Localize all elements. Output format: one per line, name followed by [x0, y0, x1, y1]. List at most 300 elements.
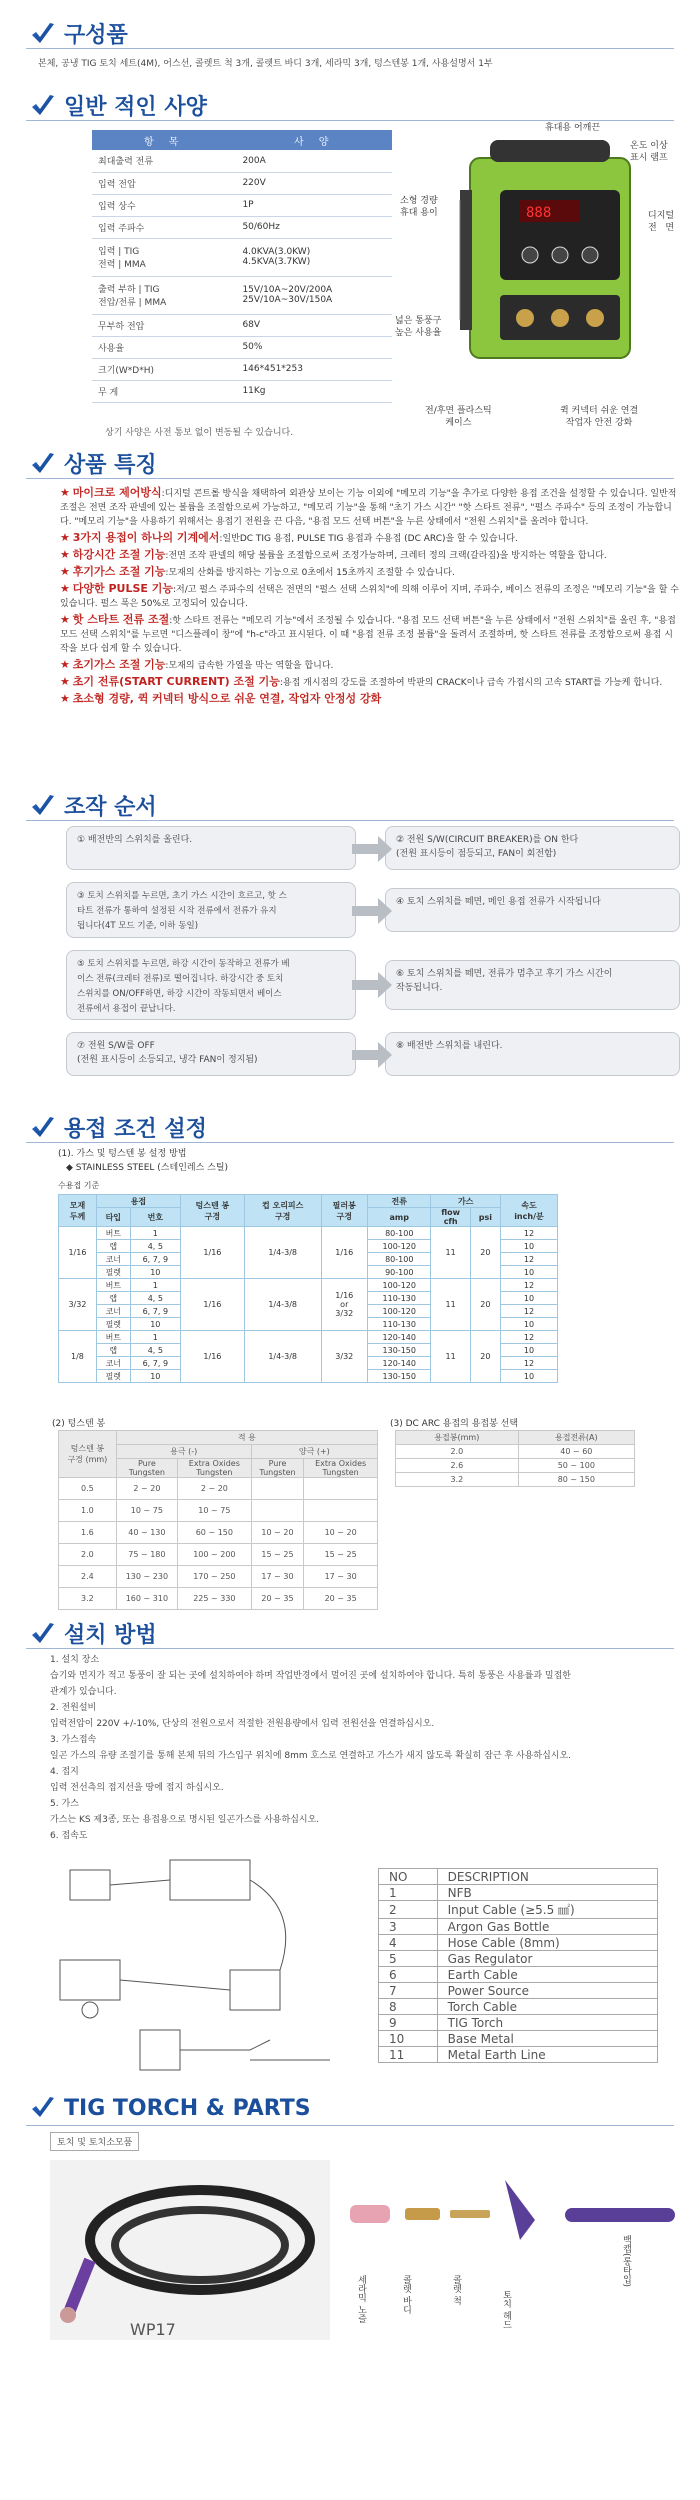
spec-row [92, 238, 392, 276]
section-title: 일반 적인 사양 [64, 95, 207, 120]
table-row [379, 1999, 658, 2015]
spec-row [92, 150, 392, 172]
feature-label: 마이크로 제어방식 [72, 486, 162, 499]
table-row [379, 1901, 658, 1919]
table-row [59, 1566, 378, 1588]
table-row [379, 2047, 658, 2063]
weld-subtitle: (1). 가스 및 텅스텐 봉 설정 방법 [58, 1149, 187, 1159]
table-header-row [379, 1869, 658, 1885]
feature-item [60, 658, 680, 673]
table-cell: 2 ~ 20 [116, 1478, 177, 1500]
spec-value [236, 276, 392, 314]
spec-key: 입력 주파수 [92, 216, 236, 238]
spec-value-line: 15V/10A~20V/200A [242, 285, 333, 295]
divider [26, 2125, 674, 2126]
check-icon [30, 1621, 56, 1647]
install-line: 2. 전원설비 [50, 1703, 97, 1713]
star-icon: ★ [60, 692, 70, 705]
table-row [379, 1919, 658, 1935]
feature-text: :저/고 펄스 주파수의 선택은 전면의 "펄스 선택 스위치"에 의해 이루어 지며, 주파수, 베이스 전류의 조정은 "메모리 기능"을 할 수 있습니다. 펄스 폭은 50%로 고정되어 있습니다. [60, 585, 679, 609]
table-cell: 20 ~ 35 [304, 1588, 378, 1610]
table-header: 텅스텐 봉 구경 (mm) [59, 1431, 117, 1478]
star-icon: ★ [60, 548, 70, 561]
table-cell: 3/32 [59, 1279, 97, 1331]
table-cell: 1/8 [59, 1331, 97, 1383]
table-cell [251, 1478, 304, 1500]
table-cell: 4, 5 [130, 1344, 180, 1357]
table-header: DESCRIPTION [437, 1869, 657, 1885]
table-cell: 랩 [96, 1344, 130, 1357]
step-6: ⑥ 토치 스위치를 떼면, 전류가 멈추고 후기 가스 시간이 작동됩니다. [385, 960, 680, 1010]
table-cell: 80 ~ 150 [518, 1473, 634, 1487]
table-row [379, 1967, 658, 1983]
table-cell: 11 [431, 1279, 470, 1331]
table-cell: 10 [130, 1318, 180, 1331]
spec-value: 220V [236, 172, 392, 194]
section-title: 설치 방법 [64, 1623, 157, 1648]
install-line: 6. 접속도 [50, 1831, 88, 1841]
table-cell: 100-120 [368, 1305, 431, 1318]
table-header: 용접전류(A) [518, 1431, 634, 1445]
feature-label: 하강시간 조절 기능 [72, 548, 166, 561]
check-icon [30, 451, 56, 477]
table-cell: 12 [500, 1253, 557, 1266]
spec-row [92, 276, 392, 314]
table-cell: 2.0 [59, 1544, 117, 1566]
divider [26, 478, 674, 479]
table-row [59, 1279, 558, 1292]
table-cell: 4, 5 [130, 1292, 180, 1305]
table-row [379, 2015, 658, 2031]
spec-value: 11Kg [236, 380, 392, 402]
spec-row [92, 194, 392, 216]
table-cell: 1 [130, 1227, 180, 1240]
table-header: 전류 [368, 1195, 431, 1208]
spec-row [92, 358, 392, 380]
table-cell: 6 [379, 1967, 438, 1983]
weld-material-text: STAINLESS STEEL (스테인레스 스틸) [75, 1163, 229, 1173]
table-cell: 1/16 [180, 1227, 244, 1279]
weld-basis: 수용접 기준 [58, 1181, 100, 1190]
table-cell: 11 [379, 2047, 438, 2063]
table-cell: 17 ~ 30 [251, 1566, 304, 1588]
install-line: 4. 접지 [50, 1767, 79, 1777]
section-title: 상품 특징 [64, 453, 157, 478]
table-cell: 버트 [96, 1331, 130, 1344]
table-cell: 130-150 [368, 1344, 431, 1357]
section-composition-header [30, 18, 128, 49]
step-4: ④ 토치 스위치를 떼면, 메인 용접 전류가 시작됩니다 [385, 888, 680, 932]
spec-key: 크기(W*D*H) [92, 358, 236, 380]
arc-table [395, 1430, 635, 1487]
arrow-right-icon [352, 1042, 392, 1068]
table-row [379, 2031, 658, 2047]
table-cell: 6, 7, 9 [130, 1305, 180, 1318]
section-install-header [30, 1618, 157, 1649]
part-label: 콜렛 척 [451, 2275, 461, 2305]
table-cell: 랩 [96, 1240, 130, 1253]
feature-label: 후기가스 조절 기능 [72, 565, 166, 578]
check-icon [30, 1115, 56, 1141]
table-cell: 10 [500, 1240, 557, 1253]
section-specs-header [30, 90, 207, 121]
table-header: 번호 [130, 1208, 180, 1227]
table-cell: Hose Cable (8mm) [437, 1935, 657, 1951]
check-icon [30, 2095, 56, 2121]
features-list [60, 486, 680, 707]
check-icon [30, 793, 56, 819]
table-cell: Metal Earth Line [437, 2047, 657, 2063]
step-1: ① 배전반의 스위치를 올린다. [66, 826, 356, 870]
arc-title: (3) DC ARC 용접의 용접봉 선택 [390, 1419, 519, 1429]
step-2: ② 전원 S/W(CIRCUIT BREAKER)를 ON 한다 (전원 표시등이 점등되고, FAN이 회전함) [385, 826, 680, 870]
step-8: ⑧ 배전반 스위치를 내린다. [385, 1032, 680, 1076]
tungsten-title: (2) 텅스텐 봉 [52, 1419, 106, 1429]
table-cell: Argon Gas Bottle [437, 1919, 657, 1935]
table-header: 컵 오리피스 구경 [244, 1195, 321, 1227]
table-cell: 9 [379, 2015, 438, 2031]
star-icon: ★ [60, 486, 70, 499]
table-row [379, 1983, 658, 1999]
table-cell: 1/16 [321, 1227, 368, 1279]
spec-value-line: 4.0KVA(3.0KW) [242, 247, 311, 257]
callout-vent: 넓은 통풍구 높은 사용율 [395, 316, 442, 338]
feature-text: :일반DC TIG 용접, PULSE TIG 용접과 수용접 (DC ARC)을 할 수 있습니다. [219, 534, 518, 544]
table-row [379, 1951, 658, 1967]
install-line: 가스는 KS 제3종, 또는 용접용으로 명시된 일곤가스를 사용하십시오. [50, 1815, 320, 1825]
divider [26, 1648, 674, 1649]
table-cell: 4, 5 [130, 1240, 180, 1253]
table-cell: 버트 [96, 1279, 130, 1292]
spec-key-line: 입력 | TIG [98, 247, 140, 257]
section-features-header [30, 448, 157, 479]
table-cell: 20 [470, 1279, 500, 1331]
install-line: 관계가 있습니다. [50, 1687, 117, 1697]
table-row [59, 1544, 378, 1566]
table-cell: 11 [431, 1227, 470, 1279]
table-cell: 12 [500, 1357, 557, 1370]
weld-condition-table [58, 1194, 558, 1383]
connection-diagram [50, 1850, 360, 2080]
spec-key: 입력 전압 [92, 172, 236, 194]
step-7: ⑦ 전원 S/W를 OFF (전원 표시등이 소등되고, 냉각 FAN이 정지됨) [66, 1032, 356, 1076]
callout-case: 전/후면 플라스틱 케이스 [425, 406, 492, 428]
table-row [396, 1459, 635, 1473]
table-cell: 170 ~ 250 [178, 1566, 252, 1588]
spec-key: 무 게 [92, 380, 236, 402]
table-cell: TIG Torch [437, 2015, 657, 2031]
table-cell: 120-140 [368, 1331, 431, 1344]
table-cell: 11 [431, 1331, 470, 1383]
feature-text: :모재의 급속한 가열을 막는 역할을 합니다. [165, 661, 334, 671]
table-cell: 7 [379, 1983, 438, 1999]
part-label: 세라믹 노즐 [356, 2275, 366, 2323]
table-header: 속도 inch/분 [500, 1195, 557, 1227]
table-cell: 1.0 [59, 1500, 117, 1522]
table-cell: 1 [379, 1885, 438, 1901]
table-cell: 40 ~ 60 [518, 1445, 634, 1459]
install-line: 3. 가스접속 [50, 1735, 97, 1745]
part-label: 백캡(롱타입) [621, 2235, 631, 2288]
feature-item [60, 565, 680, 580]
feature-text: :전면 조작 판넬의 해당 볼륨을 조절함으로써 조정가능하며, 크레터 정의 크랙(갈라짐)을 방지하는 역할을 합니다. [165, 551, 607, 561]
parts-table [378, 1868, 658, 2063]
feature-text: :용접 개시점의 강도를 조절하여 박판의 CRACK이나 급속 가접시의 고속 START를 가능케 합니다. [279, 678, 663, 688]
callout-temp: 온도 이상 표시 램프 [630, 141, 668, 163]
table-cell: 20 [470, 1331, 500, 1383]
table-cell: 10 [500, 1318, 557, 1331]
table-cell: Earth Cable [437, 1967, 657, 1983]
spec-key: 무부하 전압 [92, 314, 236, 336]
spec-key-line: 전력 | MMA [98, 260, 146, 270]
spec-value: 1P [236, 194, 392, 216]
spec-table [92, 130, 392, 403]
table-cell: 10 ~ 20 [304, 1522, 378, 1544]
table-cell: 3 [379, 1919, 438, 1935]
spec-row [92, 314, 392, 336]
section-title: 구성품 [64, 23, 128, 48]
install-line: 입력전압이 220V +/-10%, 단상의 전원으로서 적절한 전원용량에서 입력 전원선을 연결하십시오. [50, 1719, 435, 1729]
table-cell: 10 [379, 2031, 438, 2047]
step-3: ③ 토치 스위치를 누르면, 초기 가스 시간이 흐르고, 핫 스 타트 전류가 통하여 설정된 시작 전류에서 전류가 유지 됩니다(4T 모드 기준, 이하 동일) [66, 882, 356, 938]
table-cell: 코너 [96, 1357, 130, 1370]
table-cell: 40 ~ 130 [116, 1522, 177, 1544]
table-row [59, 1588, 378, 1610]
table-cell: 12 [500, 1331, 557, 1344]
table-cell: 1/16 [59, 1227, 97, 1279]
table-cell [304, 1478, 378, 1500]
table-row [396, 1445, 635, 1459]
table-cell: Gas Regulator [437, 1951, 657, 1967]
callout-display: 디지털 전 면 [648, 211, 675, 233]
composition-text: 본체, 공냉 TIG 토치 세트(4M), 어스선, 콜렛트 척 3개, 콜렛트 바디 3개, 세라믹 3개, 텅스텐봉 1개, 사용설명서 1부 [38, 59, 493, 69]
star-icon: ★ [60, 531, 70, 544]
table-cell: Torch Cable [437, 1999, 657, 2015]
table-cell: 10 ~ 75 [116, 1500, 177, 1522]
table-cell: 10 [130, 1266, 180, 1279]
step-5: ⑤ 토치 스위치를 누르면, 하강 시간이 동작하고 전류가 베 이스 전류(크레터 전류)로 떨어집니다. 하강시간 중 토치 스위치를 ON/OFF하면, 하강 시간이 작동되면서 베이스 전류에서 용접이 끝납니다. [66, 950, 356, 1020]
table-cell: 120-140 [368, 1357, 431, 1370]
feature-item [60, 613, 680, 656]
star-icon: ★ [60, 582, 70, 595]
table-header: Extra Oxides Tungsten [304, 1459, 378, 1478]
feature-text: :핫 스타트 전류는 "메모리 기능"에서 조정될 수 있습니다. "용접 모드 선택 버튼"을 누른 상태에서 "전원 스위치"를 올린 후, "용접 모드 선택 스위치"를 누르면 "디스플레이 창"에 "h-c"라고 표시된다. 이 때 "용접 전류 조정 볼륨"을 돌려서 조절하며, 핫 스타트 전류를 조정함으로써 용접 시작을 보다 쉽게 할 수 있습니다. [60, 616, 676, 654]
spec-key-line: 전압/전류 | MMA [98, 298, 167, 308]
table-cell: 1/4-3/8 [244, 1331, 321, 1383]
table-cell: NFB [437, 1885, 657, 1901]
table-cell: 15 ~ 25 [304, 1544, 378, 1566]
table-cell: 10 [500, 1344, 557, 1357]
callout-compact: 소형 경량 휴대 용이 [400, 196, 438, 218]
arrow-right-icon [352, 836, 392, 862]
table-cell: 1/16 or 3/32 [321, 1279, 368, 1331]
divider [26, 820, 674, 821]
table-cell: 10 [130, 1370, 180, 1383]
table-row [59, 1500, 378, 1522]
callout-connector: 퀵 커넥터 쉬운 연결 작업자 안전 강화 [560, 406, 639, 428]
table-cell: 10 [500, 1370, 557, 1383]
section-title: TIG TORCH & PARTS [64, 2095, 311, 2121]
table-cell: 2.4 [59, 1566, 117, 1588]
table-header-row [59, 1195, 558, 1208]
table-cell: 코너 [96, 1305, 130, 1318]
spec-value: 50/60Hz [236, 216, 392, 238]
table-cell: 8 [379, 1999, 438, 2015]
feature-label: 초기 전류(START CURRENT) 조절 기능 [72, 675, 280, 688]
star-icon: ★ [60, 613, 70, 626]
tungsten-table [58, 1430, 378, 1610]
table-cell: 1 [130, 1279, 180, 1292]
spec-row [92, 216, 392, 238]
spec-value-line: 4.5KVA(3.7KW) [242, 257, 311, 267]
table-header: flow cfh [431, 1208, 470, 1227]
callout-handle: 휴대용 어깨끈 [545, 123, 601, 133]
install-line: 1. 설치 장소 [50, 1655, 100, 1665]
table-cell: 3.2 [396, 1473, 519, 1487]
table-cell: 4 [379, 1935, 438, 1951]
section-operation-header [30, 790, 157, 821]
spec-key [92, 238, 236, 276]
feature-item [60, 675, 680, 690]
spec-value: 200A [236, 150, 392, 172]
table-cell [304, 1500, 378, 1522]
divider [26, 1142, 674, 1143]
spec-header-item: 항 목 [92, 130, 236, 150]
table-cell: 랩 [96, 1292, 130, 1305]
table-cell: 130-150 [368, 1370, 431, 1383]
table-cell: 0.5 [59, 1478, 117, 1500]
feature-label: 3가지 용접이 하나의 기계에서 [72, 531, 220, 544]
feature-item [60, 531, 680, 546]
table-cell: 5 [379, 1951, 438, 1967]
spec-note: 상기 사양은 사전 통보 없이 변동될 수 있습니다. [105, 428, 294, 438]
table-cell: 3.2 [59, 1588, 117, 1610]
feature-label: 다양한 PULSE 기능 [72, 582, 173, 595]
table-cell: 1 [130, 1331, 180, 1344]
feature-text: :디지털 콘트롤 방식을 채택하여 외관상 보이는 기능 이외에 "메모리 기능"을 추가로 다양한 용접 조건을 설정할 수 있습니다. 일반적 조절은 전면 조작 판넬에 있는 볼륨을 조절함으로써 가능하고, "메모리 기능"을 통해 "초기 가스 시간" "핫 스타트 전류", "펄스 주파수" 등의 조정이 가능합니다. "메모리 기능"을 사용하기 위해서는 용접기 전원을 끈 다음, "용접 모드 선택 버튼"을 누른 상태에서 "전원 스위치"를 올려야 합니다. [60, 489, 677, 527]
table-cell: 12 [500, 1279, 557, 1292]
table-cell: 1/16 [180, 1331, 244, 1383]
table-cell: 110-130 [368, 1318, 431, 1331]
table-cell: 80-100 [368, 1253, 431, 1266]
table-header: Pure Tungsten [116, 1459, 177, 1478]
table-row [59, 1331, 558, 1344]
table-cell: 1/4-3/8 [244, 1227, 321, 1279]
table-cell: 100-120 [368, 1240, 431, 1253]
table-cell: 2 [379, 1901, 438, 1919]
table-cell: 10 [500, 1292, 557, 1305]
table-cell: 20 ~ 35 [251, 1588, 304, 1610]
table-cell: 필렛 [96, 1318, 130, 1331]
table-cell: 2.0 [396, 1445, 519, 1459]
section-torch-header [30, 2095, 311, 2121]
table-cell: 130 ~ 230 [116, 1566, 177, 1588]
table-header: 가스 [431, 1195, 500, 1208]
table-cell: Input Cable (≥5.5 ㎟) [437, 1901, 657, 1919]
table-header-row [59, 1431, 378, 1445]
table-cell: 6, 7, 9 [130, 1357, 180, 1370]
table-row [59, 1227, 558, 1240]
spec-row [92, 380, 392, 402]
table-header: 필러봉 구경 [321, 1195, 368, 1227]
divider [26, 48, 674, 49]
table-cell: 225 ~ 330 [178, 1588, 252, 1610]
spec-key: 최대출력 전류 [92, 150, 236, 172]
torch-model: WP17 [130, 2320, 176, 2339]
spec-row [92, 172, 392, 194]
spec-value: 68V [236, 314, 392, 336]
table-cell: 필렛 [96, 1266, 130, 1279]
welder-product-image [440, 130, 690, 400]
table-cell: 60 ~ 150 [178, 1522, 252, 1544]
table-header: 용극 (-) [116, 1445, 251, 1459]
table-header: amp [368, 1208, 431, 1227]
part-label: 토치 헤드 [501, 2290, 511, 2329]
table-cell: 3/32 [321, 1331, 368, 1383]
table-header: NO [379, 1869, 438, 1885]
divider [26, 120, 674, 121]
spec-key: 입력 상수 [92, 194, 236, 216]
table-cell: 100-120 [368, 1279, 431, 1292]
install-text [50, 1652, 690, 1844]
table-cell: 50 ~ 100 [518, 1459, 634, 1473]
table-row [379, 1935, 658, 1951]
table-cell: 17 ~ 30 [304, 1566, 378, 1588]
arrow-right-icon [352, 898, 392, 924]
table-cell: Base Metal [437, 2031, 657, 2047]
spec-key-line: 출력 부하 | TIG [98, 285, 160, 295]
table-row [379, 1885, 658, 1901]
table-header: 텅스텐 봉 구경 [180, 1195, 244, 1227]
star-icon: ★ [60, 658, 70, 671]
arrow-right-icon [352, 972, 392, 998]
weld-material: ◆ STAINLESS STEEL (스테인레스 스틸) [66, 1163, 229, 1173]
table-header: Pure Tungsten [251, 1459, 304, 1478]
table-cell: 1.6 [59, 1522, 117, 1544]
section-title: 용접 조건 설정 [64, 1117, 207, 1142]
feature-item [60, 486, 680, 529]
table-cell: 10 ~ 20 [251, 1522, 304, 1544]
install-line: 입력 전선측의 접지선을 땅에 접지 하십시오. [50, 1783, 224, 1793]
table-cell: 12 [500, 1305, 557, 1318]
table-header: 모재 두께 [59, 1195, 97, 1227]
table-cell: 75 ~ 180 [116, 1544, 177, 1566]
torch-tab[interactable]: 토치 및 토치소모품 [50, 2132, 139, 2151]
check-icon [30, 21, 56, 47]
star-icon: ★ [60, 675, 70, 688]
table-row [59, 1478, 378, 1500]
feature-item [60, 692, 680, 707]
table-header-row [396, 1431, 635, 1445]
feature-item [60, 548, 680, 563]
spec-key [92, 276, 236, 314]
svg-text:888: 888 [526, 205, 552, 221]
table-cell: 2 ~ 20 [178, 1478, 252, 1500]
spec-header-spec: 사 양 [236, 130, 392, 150]
table-cell: Power Source [437, 1983, 657, 1999]
install-line: 습기와 먼지가 적고 통풍이 잘 되는 곳에 설치하여야 하며 작업반경에서 멀어진 곳에 설치하여야 합니다. 특히 통풍은 사용률과 밀접한 [50, 1671, 571, 1681]
check-icon [30, 93, 56, 119]
table-cell: 6, 7, 9 [130, 1253, 180, 1266]
table-header: 양극 (+) [251, 1445, 377, 1459]
torch-parts-image [345, 2150, 690, 2270]
star-icon: ★ [60, 565, 70, 578]
feature-item [60, 582, 680, 611]
table-cell: 110-130 [368, 1292, 431, 1305]
table-cell: 1/16 [180, 1279, 244, 1331]
spec-row [92, 336, 392, 358]
table-header: 용접봉(mm) [396, 1431, 519, 1445]
